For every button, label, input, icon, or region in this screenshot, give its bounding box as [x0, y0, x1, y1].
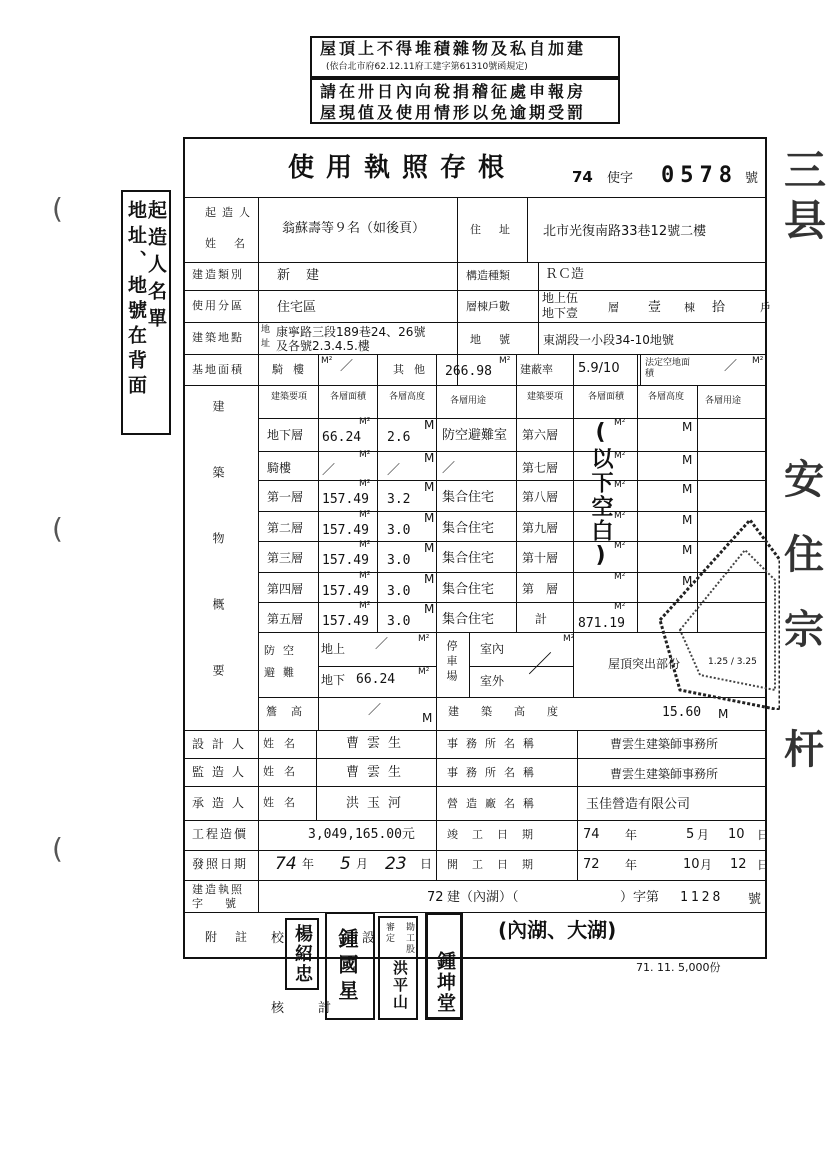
- parking-indoor: 室內: [480, 642, 505, 656]
- eave-dash: ／: [368, 703, 382, 718]
- right-height-unit: M: [682, 482, 693, 496]
- households-unit: 戶: [760, 301, 771, 314]
- supervisor-name-label: 姓名: [263, 765, 305, 778]
- right-area-unit: M²: [614, 451, 626, 461]
- floor-area-unit: M²: [359, 450, 371, 460]
- completion-d-unit: 日: [757, 828, 770, 842]
- coverage-value: 5.9/10: [578, 361, 620, 376]
- side-stamp-col2: 地址、地號在背面: [125, 200, 147, 400]
- roof-values: 1.25 / 3.25: [708, 657, 757, 667]
- location-label: 建築地點: [192, 331, 244, 344]
- rule: [183, 262, 767, 263]
- floor-use: 集合住宅: [442, 551, 495, 566]
- floors-below: 地下壹: [542, 306, 579, 320]
- right-height-unit: M: [682, 513, 693, 527]
- parking-dash: ／: [528, 650, 552, 678]
- floor-name: 第五層: [267, 612, 304, 626]
- rule: [183, 786, 767, 787]
- completion-day: 10: [728, 827, 745, 842]
- completion-m-unit: 月: [697, 828, 710, 842]
- issue-m-unit: 月: [356, 857, 369, 871]
- location-line-1: 康寧路三段189巷24、26號: [276, 325, 426, 339]
- scan-artifact: 住: [784, 532, 824, 578]
- supervisor-office-label: 事務所名稱: [447, 766, 542, 779]
- height-label: 建築高度: [448, 705, 580, 718]
- shelter-below-unit: M²: [418, 667, 430, 677]
- floor-area: ／: [322, 463, 336, 478]
- issue-label: 發照日期: [192, 857, 249, 871]
- side-stamp: [121, 190, 171, 435]
- tax-notice-stamp: [310, 78, 620, 124]
- floor-name: 地下層: [267, 428, 304, 442]
- rule: [577, 730, 578, 880]
- floor-use: 集合住宅: [442, 582, 495, 597]
- floor-area-unit: M²: [359, 510, 371, 520]
- lot-label: 地號: [470, 333, 528, 346]
- floor-area: 157.49: [322, 584, 369, 599]
- seal-bottom-label: 討: [318, 1001, 332, 1016]
- start-label: 開工日期: [447, 858, 547, 871]
- rule: [436, 730, 437, 880]
- header-height-right: 各層高度: [647, 392, 684, 402]
- cost-label: 工程造價: [192, 827, 249, 841]
- rule: [318, 354, 319, 730]
- stamp-line-1: 屋頂上不得堆積雜物及私自加建: [320, 39, 587, 58]
- stamp-line-3: 請在卅日內向稅捐稽征處申報房: [320, 82, 587, 101]
- other-label: 其他: [393, 363, 435, 376]
- start-month: 10: [683, 857, 700, 872]
- households-value: 拾: [712, 300, 726, 315]
- scan-artifact: 安: [784, 457, 824, 503]
- rule: [258, 451, 767, 452]
- height-unit: M: [718, 707, 729, 721]
- shelter-above: 地上: [321, 642, 346, 656]
- rule: [258, 197, 259, 912]
- other-value: 266.98: [445, 364, 492, 379]
- type-label: 建造類別: [192, 268, 244, 281]
- floor-height-unit: M: [424, 480, 435, 494]
- total-area-unit: M²: [614, 602, 626, 612]
- rule: [573, 354, 574, 697]
- floors-label: 層棟戶數: [466, 300, 510, 313]
- open-space-label: 法定空地面積: [645, 358, 691, 379]
- permit-ref-text: 建（內湖）（: [447, 890, 519, 905]
- permit-ref-year: 72: [427, 890, 444, 905]
- arcade-label: 騎樓: [272, 363, 314, 376]
- shelter-below-value: 66.24: [356, 672, 396, 687]
- floor-name: 第二層: [267, 521, 304, 535]
- contractor-company-label: 營造廠名稱: [447, 797, 542, 810]
- total-area: 871.19: [578, 616, 625, 631]
- note-value: (內湖、大湖): [498, 918, 617, 942]
- contractor-company: 玉佳營造有限公司: [586, 797, 691, 812]
- floor-height: 3.0: [387, 614, 411, 629]
- header-item: 建築要項: [270, 392, 307, 402]
- shelter-above-unit: M²: [418, 634, 430, 644]
- margin-mark: (: [52, 192, 63, 225]
- arcade-unit: M²: [321, 356, 333, 366]
- floor-name: 第四層: [267, 582, 304, 596]
- rule: [183, 912, 767, 913]
- seal-person-4: 鍾坤堂: [425, 912, 463, 1020]
- floor-name: 第一層: [267, 490, 304, 504]
- shelter-below: 地下: [321, 673, 346, 687]
- header-item-right: 建築要項: [526, 392, 563, 402]
- rule: [516, 354, 517, 632]
- supervisor-name: 曹雲生: [346, 765, 410, 780]
- contractor-name-label: 姓名: [263, 796, 305, 809]
- contractor-name: 洪玉河: [346, 796, 410, 811]
- buildings-value: 壹: [648, 300, 662, 315]
- rule: [183, 850, 767, 851]
- right-floor-name: 計: [535, 612, 548, 626]
- rule: [538, 262, 539, 354]
- parking-outdoor: 室外: [480, 674, 505, 688]
- issue-month: 5: [340, 854, 351, 874]
- right-floor-name: 第七層: [522, 461, 559, 475]
- open-space-unit: M²: [752, 356, 764, 366]
- floor-use: 防空避難室: [442, 428, 508, 443]
- start-day: 12: [730, 857, 747, 872]
- issue-day: 23: [385, 854, 407, 874]
- floor-height-unit: M: [424, 511, 435, 525]
- rule: [377, 354, 378, 632]
- roof-label: 屋頂突出部份: [608, 657, 681, 671]
- location-side-bottom: 址: [261, 339, 271, 349]
- roof-notice-stamp: [310, 36, 620, 78]
- floor-area-unit: M²: [359, 601, 371, 611]
- floor-height: 3.2: [387, 492, 411, 507]
- permit-number: 0578: [661, 163, 738, 188]
- rule: [258, 480, 767, 481]
- eave-label: 簷高: [266, 705, 316, 718]
- floor-area-unit: M²: [359, 540, 371, 550]
- right-area-unit: M²: [614, 418, 626, 428]
- permit-ref-number: 1128: [680, 890, 724, 905]
- rule: [258, 418, 767, 419]
- designer-office-label: 事務所名稱: [447, 737, 542, 750]
- blank-mark: (以下空白): [588, 420, 613, 570]
- stamp-line-4: 屋現值及使用情形以免逾期受罰: [320, 103, 587, 122]
- floor-name: 騎樓: [267, 461, 292, 475]
- floor-area: 157.49: [322, 614, 369, 629]
- floor-area: 157.49: [322, 553, 369, 568]
- lot-value: 東湖段一小段34-10地號: [543, 333, 674, 347]
- header-use-right: 各層用途: [705, 396, 742, 406]
- seal-person-3: 勘工股 審定 洪平山: [378, 916, 418, 1020]
- floor-height-unit: M: [424, 541, 435, 555]
- completion-label: 竣工日期: [447, 828, 547, 841]
- rule: [469, 666, 573, 667]
- structure-label: 構造種類: [466, 269, 510, 282]
- rule: [640, 354, 641, 385]
- stamp-line-2: (依台北市府62.12.11府工建字第61310號函規定): [326, 62, 528, 72]
- floor-height: 2.6: [387, 430, 411, 445]
- floors-above: 地上伍: [542, 291, 579, 305]
- header-use: 各層用途: [450, 396, 487, 406]
- side-stamp-col1: 起造人名單: [145, 200, 167, 335]
- right-floor-name: 第十層: [522, 551, 559, 565]
- height-value: 15.60: [662, 705, 702, 720]
- completion-year: 74: [583, 827, 600, 842]
- header-area-right: 各層面積: [587, 392, 624, 402]
- note-label: 附註: [205, 930, 266, 944]
- right-floor-name: 第八層: [522, 490, 559, 504]
- supervisor-label: 監造人: [192, 765, 253, 779]
- type-value: 新建: [277, 268, 336, 283]
- floor-name: 第三層: [267, 551, 304, 565]
- zoning-value: 住宅區: [277, 300, 317, 315]
- open-space-dash: ／: [724, 359, 738, 374]
- floor-use: ／: [442, 461, 456, 476]
- permit-ref-mid: ）字第: [620, 890, 660, 905]
- seal-set-label: 設: [362, 931, 376, 946]
- owner-label-top: 起造人: [205, 206, 256, 219]
- form-title: 使用執照存根: [288, 153, 517, 183]
- coverage-label: 建蔽率: [520, 363, 553, 376]
- building-overview-label: 建築物概要: [211, 400, 225, 730]
- overlap-stamp: [640, 500, 780, 710]
- floor-height: 3.0: [387, 523, 411, 538]
- floor-area-unit: M²: [359, 479, 371, 489]
- other-unit: M²: [499, 356, 511, 366]
- right-floor-name: 第六層: [522, 428, 559, 442]
- rule: [183, 385, 767, 386]
- floor-height-unit: M: [424, 418, 435, 432]
- start-d-unit: 日: [757, 858, 770, 872]
- seal-check-label: 校: [271, 931, 285, 946]
- seal-person-1: 楊紹忠: [285, 918, 319, 990]
- rule: [183, 197, 767, 198]
- shelter-label: 防空避難: [264, 644, 302, 679]
- rule: [183, 880, 767, 881]
- floor-area: 157.49: [322, 523, 369, 538]
- location-side-top: 地: [261, 325, 271, 335]
- floor-area-unit: M²: [359, 417, 371, 427]
- scan-artifact: 宗: [784, 607, 824, 653]
- structure-value: ＲＣ造: [545, 267, 585, 282]
- rule: [436, 354, 437, 730]
- designer-label: 設計人: [192, 737, 253, 751]
- start-y-unit: 年: [625, 858, 638, 872]
- margin-mark: (: [52, 832, 63, 865]
- permit-suffix: 號: [745, 171, 759, 186]
- rule: [183, 820, 767, 821]
- right-area-unit: M²: [614, 541, 626, 551]
- supervisor-office: 曹雲生建築師事務所: [610, 767, 719, 781]
- completion-y-unit: 年: [625, 828, 638, 842]
- rule: [469, 632, 470, 697]
- rule: [316, 730, 317, 820]
- scan-artifact: 杆: [784, 727, 824, 773]
- arcade-dash: ／: [340, 359, 354, 374]
- floor-use: 集合住宅: [442, 521, 495, 536]
- zoning-label: 使用分區: [192, 299, 244, 312]
- rule: [183, 322, 767, 323]
- parking-label: 停車場: [445, 640, 458, 685]
- floor-area: 157.49: [322, 492, 369, 507]
- eave-unit: M: [422, 711, 433, 725]
- permit-prefix: 使字: [607, 171, 634, 186]
- issue-d-unit: 日: [420, 857, 433, 871]
- header-height: 各層高度: [388, 392, 425, 402]
- floor-area: 66.24: [322, 430, 362, 445]
- rule: [183, 758, 767, 759]
- start-m-unit: 月: [700, 858, 713, 872]
- scan-artifact: 三: [784, 146, 827, 195]
- floor-height-unit: M: [424, 602, 435, 616]
- floor-height: 3.0: [387, 584, 411, 599]
- designer-name-label: 姓名: [263, 737, 305, 750]
- floor-use: 集合住宅: [442, 490, 495, 505]
- right-floor-name: 第九層: [522, 521, 559, 535]
- right-height-unit: M: [682, 420, 693, 434]
- start-year: 72: [583, 857, 600, 872]
- contractor-label: 承造人: [192, 796, 253, 810]
- permit-year: 74: [572, 168, 593, 186]
- parking-unit: M²: [563, 634, 575, 644]
- right-height-unit: M: [682, 543, 693, 557]
- address-label: 住址: [470, 223, 528, 236]
- floor-height: 3.0: [387, 553, 411, 568]
- permit-label-bottom: 字號: [192, 897, 258, 910]
- rule: [183, 730, 767, 731]
- shelter-above-dash: ／: [375, 637, 389, 652]
- seal-person-2: 鍾國星: [325, 912, 375, 1020]
- margin-mark: (: [52, 512, 63, 545]
- right-floor-name: 第 層: [522, 582, 559, 596]
- right-height-unit: M: [682, 453, 693, 467]
- scan-artifact: 县: [784, 196, 827, 245]
- right-area-unit: M²: [614, 572, 626, 582]
- rule: [183, 354, 767, 355]
- floor-height-unit: M: [424, 451, 435, 465]
- completion-month: 5: [686, 827, 695, 842]
- location-line-2: 及各號2.3.4.5.樓: [276, 339, 370, 353]
- designer-name: 曹雲生: [346, 736, 410, 751]
- site-area-label: 基地面積: [192, 363, 244, 376]
- owner-name: 翁蘇壽等９名（如後頁）: [282, 221, 426, 236]
- right-area-unit: M²: [614, 480, 626, 490]
- issue-year: 74: [275, 854, 297, 874]
- owner-label-bottom: 姓名: [205, 237, 263, 250]
- print-footer: 71. 11. 5,000份: [636, 961, 721, 974]
- permit-label-top: 建造執照: [192, 883, 244, 896]
- designer-office: 曹雲生建築師事務所: [610, 737, 719, 751]
- permit-ref-suffix: 號: [748, 892, 762, 907]
- header-area: 各層面積: [329, 392, 366, 402]
- floor-height-unit: M: [424, 572, 435, 586]
- owner-address: 北市光復南路33巷12號二樓: [543, 224, 707, 239]
- rule: [457, 197, 458, 262]
- floors-unit: 層: [608, 301, 619, 314]
- floor-use: 集合住宅: [442, 612, 495, 627]
- floor-area-unit: M²: [359, 571, 371, 581]
- issue-y-unit: 年: [302, 857, 315, 871]
- rule: [637, 354, 638, 632]
- cost-value: 3,049,165.00元: [308, 827, 415, 842]
- rule: [183, 290, 767, 291]
- right-area-unit: M²: [614, 511, 626, 521]
- right-height-unit: M: [682, 574, 693, 588]
- seal-approve-label: 核: [271, 1001, 285, 1016]
- buildings-unit: 棟: [684, 301, 695, 314]
- floor-height: ／: [387, 463, 401, 478]
